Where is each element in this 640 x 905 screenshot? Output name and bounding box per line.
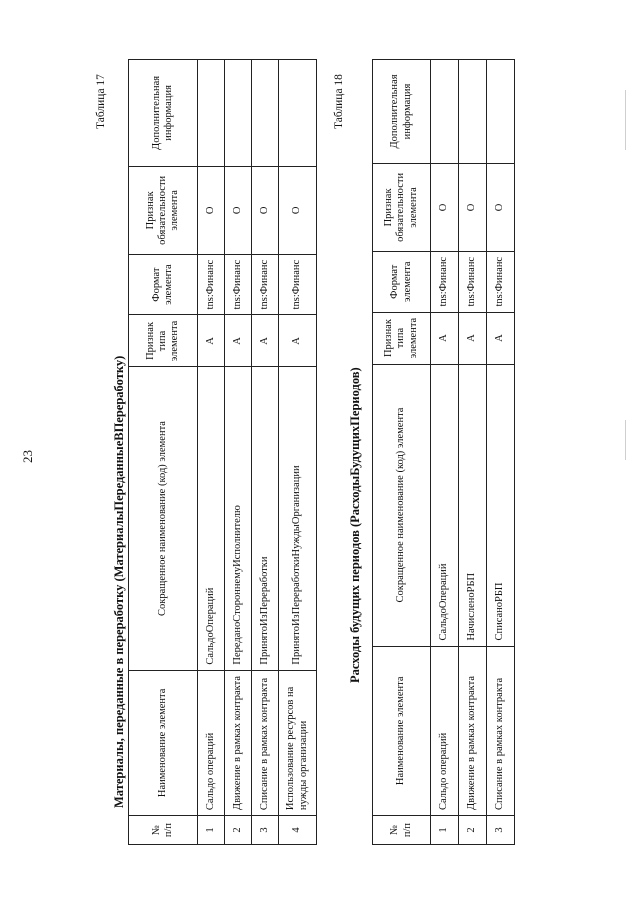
table17-label: Таблица 17 xyxy=(95,74,107,129)
cell-type: А xyxy=(487,312,515,364)
table18-header-extra: Дополнительная информация xyxy=(373,60,431,164)
table18-header-num: № п/п xyxy=(373,816,431,845)
cell-type: А xyxy=(279,315,317,367)
cell-name: Движение в рамках контракта xyxy=(459,646,487,816)
cell-extra xyxy=(198,60,225,167)
cell-required: О xyxy=(198,166,225,254)
table18-header-name: Наименование элемента xyxy=(373,646,431,816)
cell-num: 4 xyxy=(279,816,317,845)
cell-num: 3 xyxy=(252,816,279,845)
table18-title: Расходы будущих периодов (РасходыБудущихПериодов) xyxy=(348,367,362,683)
cell-code: СписаноРБП xyxy=(487,364,515,646)
table17-header-row xyxy=(129,60,198,845)
table18-label: Таблица 18 xyxy=(333,74,345,129)
cell-required: О xyxy=(459,163,487,251)
cell-name: Списание в рамках контракта xyxy=(487,646,515,816)
cell-code: СальдоОпераций xyxy=(198,367,225,670)
cell-format: tns:Финанс xyxy=(279,254,317,315)
table-row xyxy=(225,60,252,845)
table17 xyxy=(128,59,317,845)
table-row xyxy=(252,60,279,845)
cell-extra xyxy=(225,60,252,167)
cell-name: Сальдо операций xyxy=(198,670,225,815)
cell-num: 2 xyxy=(459,816,487,845)
cell-format: tns:Финанс xyxy=(487,251,515,312)
cell-code: ПереданоСтороннемуИсполнителю xyxy=(225,367,252,670)
cell-num: 3 xyxy=(487,816,515,845)
table18 xyxy=(372,59,515,845)
cell-name: Использование ресурсов на нужды организации xyxy=(279,670,317,815)
cell-required: О xyxy=(431,163,459,251)
table-row xyxy=(198,60,225,845)
cell-type: А xyxy=(225,315,252,367)
cell-code: НачисленоРБП xyxy=(459,364,487,646)
cell-required: О xyxy=(279,166,317,254)
table18-header-required: Признак обязательности элемента xyxy=(373,163,431,251)
table18-header-format: Формат элемента xyxy=(373,251,431,312)
cell-code: ПринятоИзПереработки xyxy=(252,367,279,670)
cell-format: tns:Финанс xyxy=(459,251,487,312)
cell-num: 1 xyxy=(431,816,459,845)
table17-header-extra: Дополнительная информация xyxy=(129,60,198,167)
table-row xyxy=(431,60,459,845)
cell-type: А xyxy=(459,312,487,364)
table18-header-code: Сокращенное наименование (код) элемента xyxy=(373,364,431,646)
cell-extra xyxy=(279,60,317,167)
table17-title: Материалы, переданные в переработку (МатериалыПереданныеВПереработку) xyxy=(112,355,126,808)
cell-extra xyxy=(252,60,279,167)
table-row xyxy=(487,60,515,845)
cell-format: tns:Финанс xyxy=(252,254,279,315)
table17-header-format: Формат элемента xyxy=(129,254,198,315)
cell-extra xyxy=(459,60,487,164)
cell-code: ПринятоИзПереработкиНуждыОрганизации xyxy=(279,367,317,670)
table18-header-type: Признак типа элемента xyxy=(373,312,431,364)
cell-num: 1 xyxy=(198,816,225,845)
table17-header-code: Сокращенное наименование (код) элемента xyxy=(129,367,198,670)
cell-name: Сальдо операций xyxy=(431,646,459,816)
cell-type: А xyxy=(252,315,279,367)
table-row xyxy=(459,60,487,845)
cell-required: О xyxy=(252,166,279,254)
cell-name: Движение в рамках контракта xyxy=(225,670,252,815)
cell-name: Списание в рамках контракта xyxy=(252,670,279,815)
table17-header-name: Наименование элемента xyxy=(129,670,198,815)
cell-extra xyxy=(487,60,515,164)
cell-extra xyxy=(431,60,459,164)
cell-required: О xyxy=(225,166,252,254)
cell-type: А xyxy=(198,315,225,367)
cell-num: 2 xyxy=(225,816,252,845)
cell-code: СальдоОпераций xyxy=(431,364,459,646)
table17-header-type: Признак типа элемента xyxy=(129,315,198,367)
cell-required: О xyxy=(487,163,515,251)
table17-header-required: Признак обязательности элемента xyxy=(129,166,198,254)
cell-type: А xyxy=(431,312,459,364)
table-row xyxy=(279,60,317,845)
cell-format: tns:Финанс xyxy=(431,251,459,312)
table17-header-num: № п/п xyxy=(129,816,198,845)
cell-format: tns:Финанс xyxy=(225,254,252,315)
page-number: 23 xyxy=(20,450,35,463)
table18-header-row xyxy=(373,60,431,845)
cell-format: tns:Финанс xyxy=(198,254,225,315)
